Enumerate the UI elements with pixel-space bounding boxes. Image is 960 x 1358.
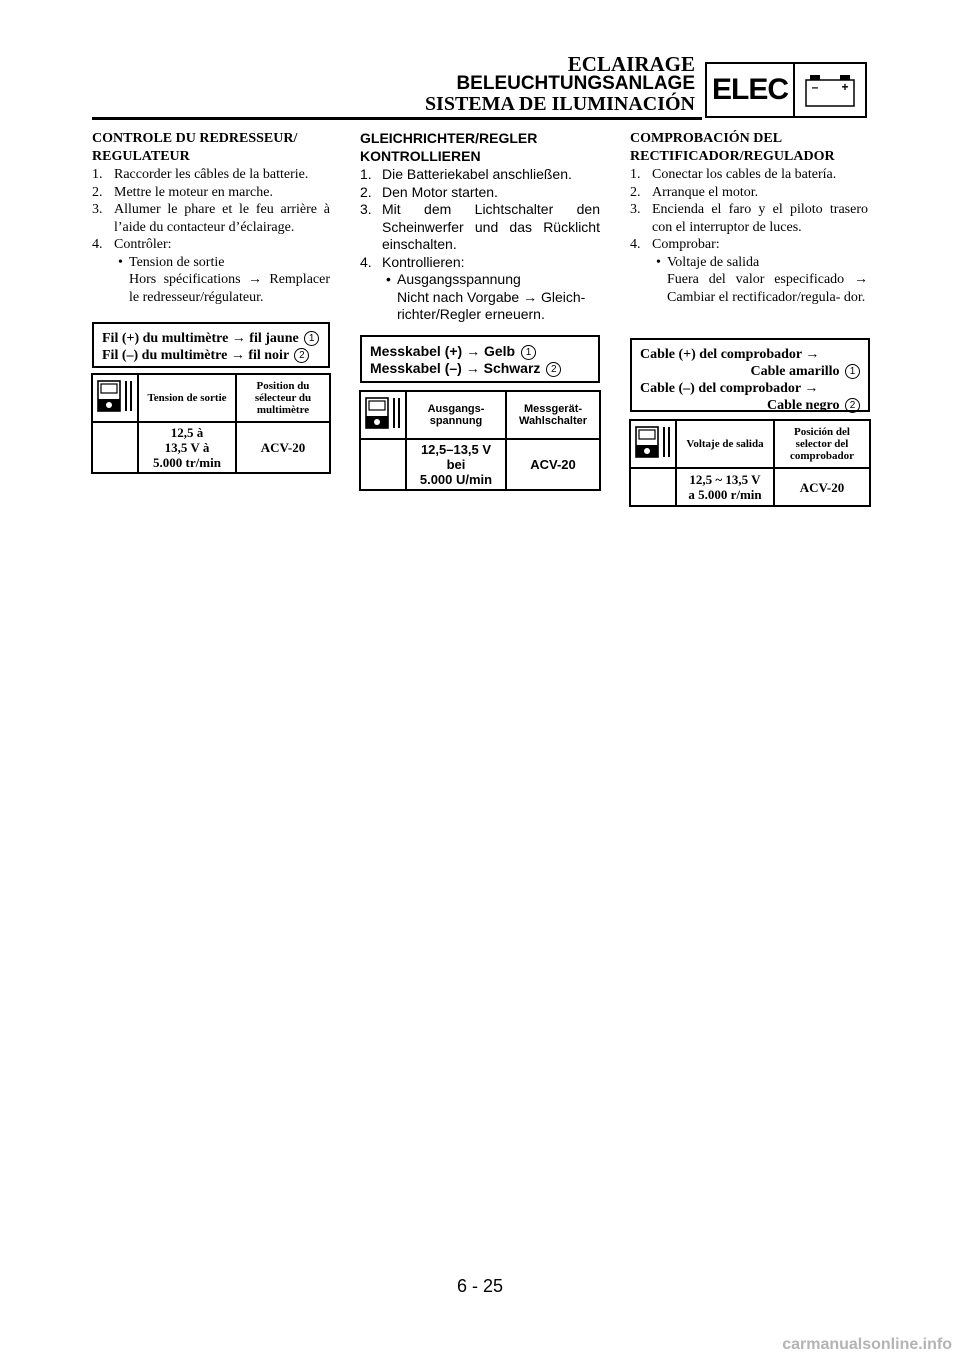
list-item: 2. Arranque el motor. bbox=[630, 184, 759, 200]
header-rule bbox=[92, 117, 702, 120]
list-item: 4. Contrôler: bbox=[92, 237, 172, 252]
column-es bbox=[630, 130, 868, 306]
value-selector-position: ACV-20 bbox=[236, 422, 330, 473]
watermark-text: carmanualsonline.info bbox=[782, 1336, 952, 1353]
battery-minus-label: – bbox=[811, 80, 819, 94]
list-item: 4. Comprobar: bbox=[630, 237, 720, 252]
section-title-de: BELEUCHTUNGSANLAGE bbox=[456, 73, 695, 94]
fr-steps bbox=[92, 166, 330, 254]
es-steps bbox=[630, 166, 868, 254]
section-title-fr: ECLAIRAGE bbox=[567, 52, 695, 76]
elec-badge bbox=[705, 62, 867, 118]
list-item: 2. Den Motor starten. bbox=[360, 183, 498, 200]
list-item: 2. Mettre le moteur en marche. bbox=[92, 184, 273, 200]
de-title: GLEICHRICHTER/REGLER KONTROLLIEREN bbox=[360, 130, 538, 164]
es-spec-box: Cable (+) del comprobador → Cable amarillo 1 Cable (–) del comprobador → Cable negro 2 bbox=[630, 338, 870, 412]
list-item: 3. Encienda el faro y el piloto trasero con el interruptor de luces. bbox=[630, 202, 868, 235]
fr-sub: Hors spécifications → Remplacer le redresseur/régulateur. bbox=[129, 272, 330, 305]
es-bullet: • Voltaje de salida bbox=[656, 254, 760, 270]
fr-spec-table bbox=[91, 373, 331, 474]
list-item: 1. Conectar los cables de la batería. bbox=[630, 167, 837, 182]
fr-spec-box: Fil (+) du multimètre → fil jaune 1 Fil (–) du multimètre → fil noir 2 bbox=[92, 322, 330, 368]
value-output-voltage: 12,5–13,5 V bei 5.000 U/min bbox=[406, 439, 506, 490]
column-fr bbox=[92, 130, 330, 306]
es-sub: Fuera del valor especificado → Cambiar el rectificador/regula- dor. bbox=[667, 272, 868, 305]
list-item: 3. Allumer le phare et le feu arrière à l’aide du contacteur d’éclairage. bbox=[92, 202, 330, 235]
callout-1: 1 bbox=[845, 364, 860, 379]
de-bullet: • Ausgangsspannung bbox=[386, 271, 521, 287]
fr-bullet: • Tension de sortie bbox=[118, 254, 225, 270]
multimeter-icon bbox=[92, 374, 138, 422]
th-selector-position: Messgerät- Wahlschalter bbox=[506, 391, 600, 439]
page-number: 6 - 25 bbox=[456, 1276, 504, 1296]
battery-icon bbox=[795, 64, 865, 116]
es-title: COMPROBACIÓN DEL RECTIFICADOR/REGULADOR bbox=[630, 131, 835, 164]
de-steps bbox=[360, 166, 600, 271]
de-sub: Nicht nach Vorgabe → Gleich- richter/Regler erneuern. bbox=[397, 288, 586, 322]
callout-1: 1 bbox=[304, 331, 319, 346]
battery-plus-label: + bbox=[841, 80, 849, 94]
list-item: 4. Kontrollieren: bbox=[360, 253, 465, 270]
multimeter-icon bbox=[360, 391, 406, 439]
multimeter-icon bbox=[630, 420, 676, 468]
section-titles bbox=[425, 54, 695, 114]
badge-label: ELEC bbox=[707, 64, 795, 116]
list-item: 1. Die Batteriekabel anschließen. bbox=[360, 166, 572, 182]
value-output-voltage: 12,5 ~ 13,5 V a 5.000 r/min bbox=[676, 468, 774, 506]
callout-2: 2 bbox=[546, 362, 561, 377]
list-item: 1. Raccorder les câbles de la batterie. bbox=[92, 167, 309, 182]
value-output-voltage: 12,5 à 13,5 V à 5.000 tr/min bbox=[138, 422, 236, 473]
callout-1: 1 bbox=[521, 345, 536, 360]
th-output-voltage: Voltaje de salida bbox=[676, 420, 774, 468]
fr-title: CONTROLE DU REDRESSEUR/ REGULATEUR bbox=[92, 131, 298, 164]
value-selector-position: ACV-20 bbox=[506, 439, 600, 490]
callout-2: 2 bbox=[294, 348, 309, 363]
callout-2: 2 bbox=[845, 398, 860, 413]
de-spec-table bbox=[359, 390, 601, 491]
es-spec-table bbox=[629, 419, 871, 507]
value-selector-position: ACV-20 bbox=[774, 468, 870, 506]
column-de bbox=[360, 130, 600, 324]
th-output-voltage: Ausgangs- spannung bbox=[406, 391, 506, 439]
th-output-voltage: Tension de sortie bbox=[138, 374, 236, 422]
section-title-es: SISTEMA DE ILUMINACIÓN bbox=[424, 93, 695, 115]
th-selector-position: Position du sélecteur du multimètre bbox=[236, 374, 330, 422]
list-item: 3. Mit dem Lichtschalter den Scheinwerfer und das Rücklicht einschalten. bbox=[360, 201, 600, 252]
th-selector-position: Posición del selector del comprobador bbox=[774, 420, 870, 468]
de-spec-box: Messkabel (+) → Gelb 1 Messkabel (–) → Schwarz 2 bbox=[360, 335, 600, 383]
